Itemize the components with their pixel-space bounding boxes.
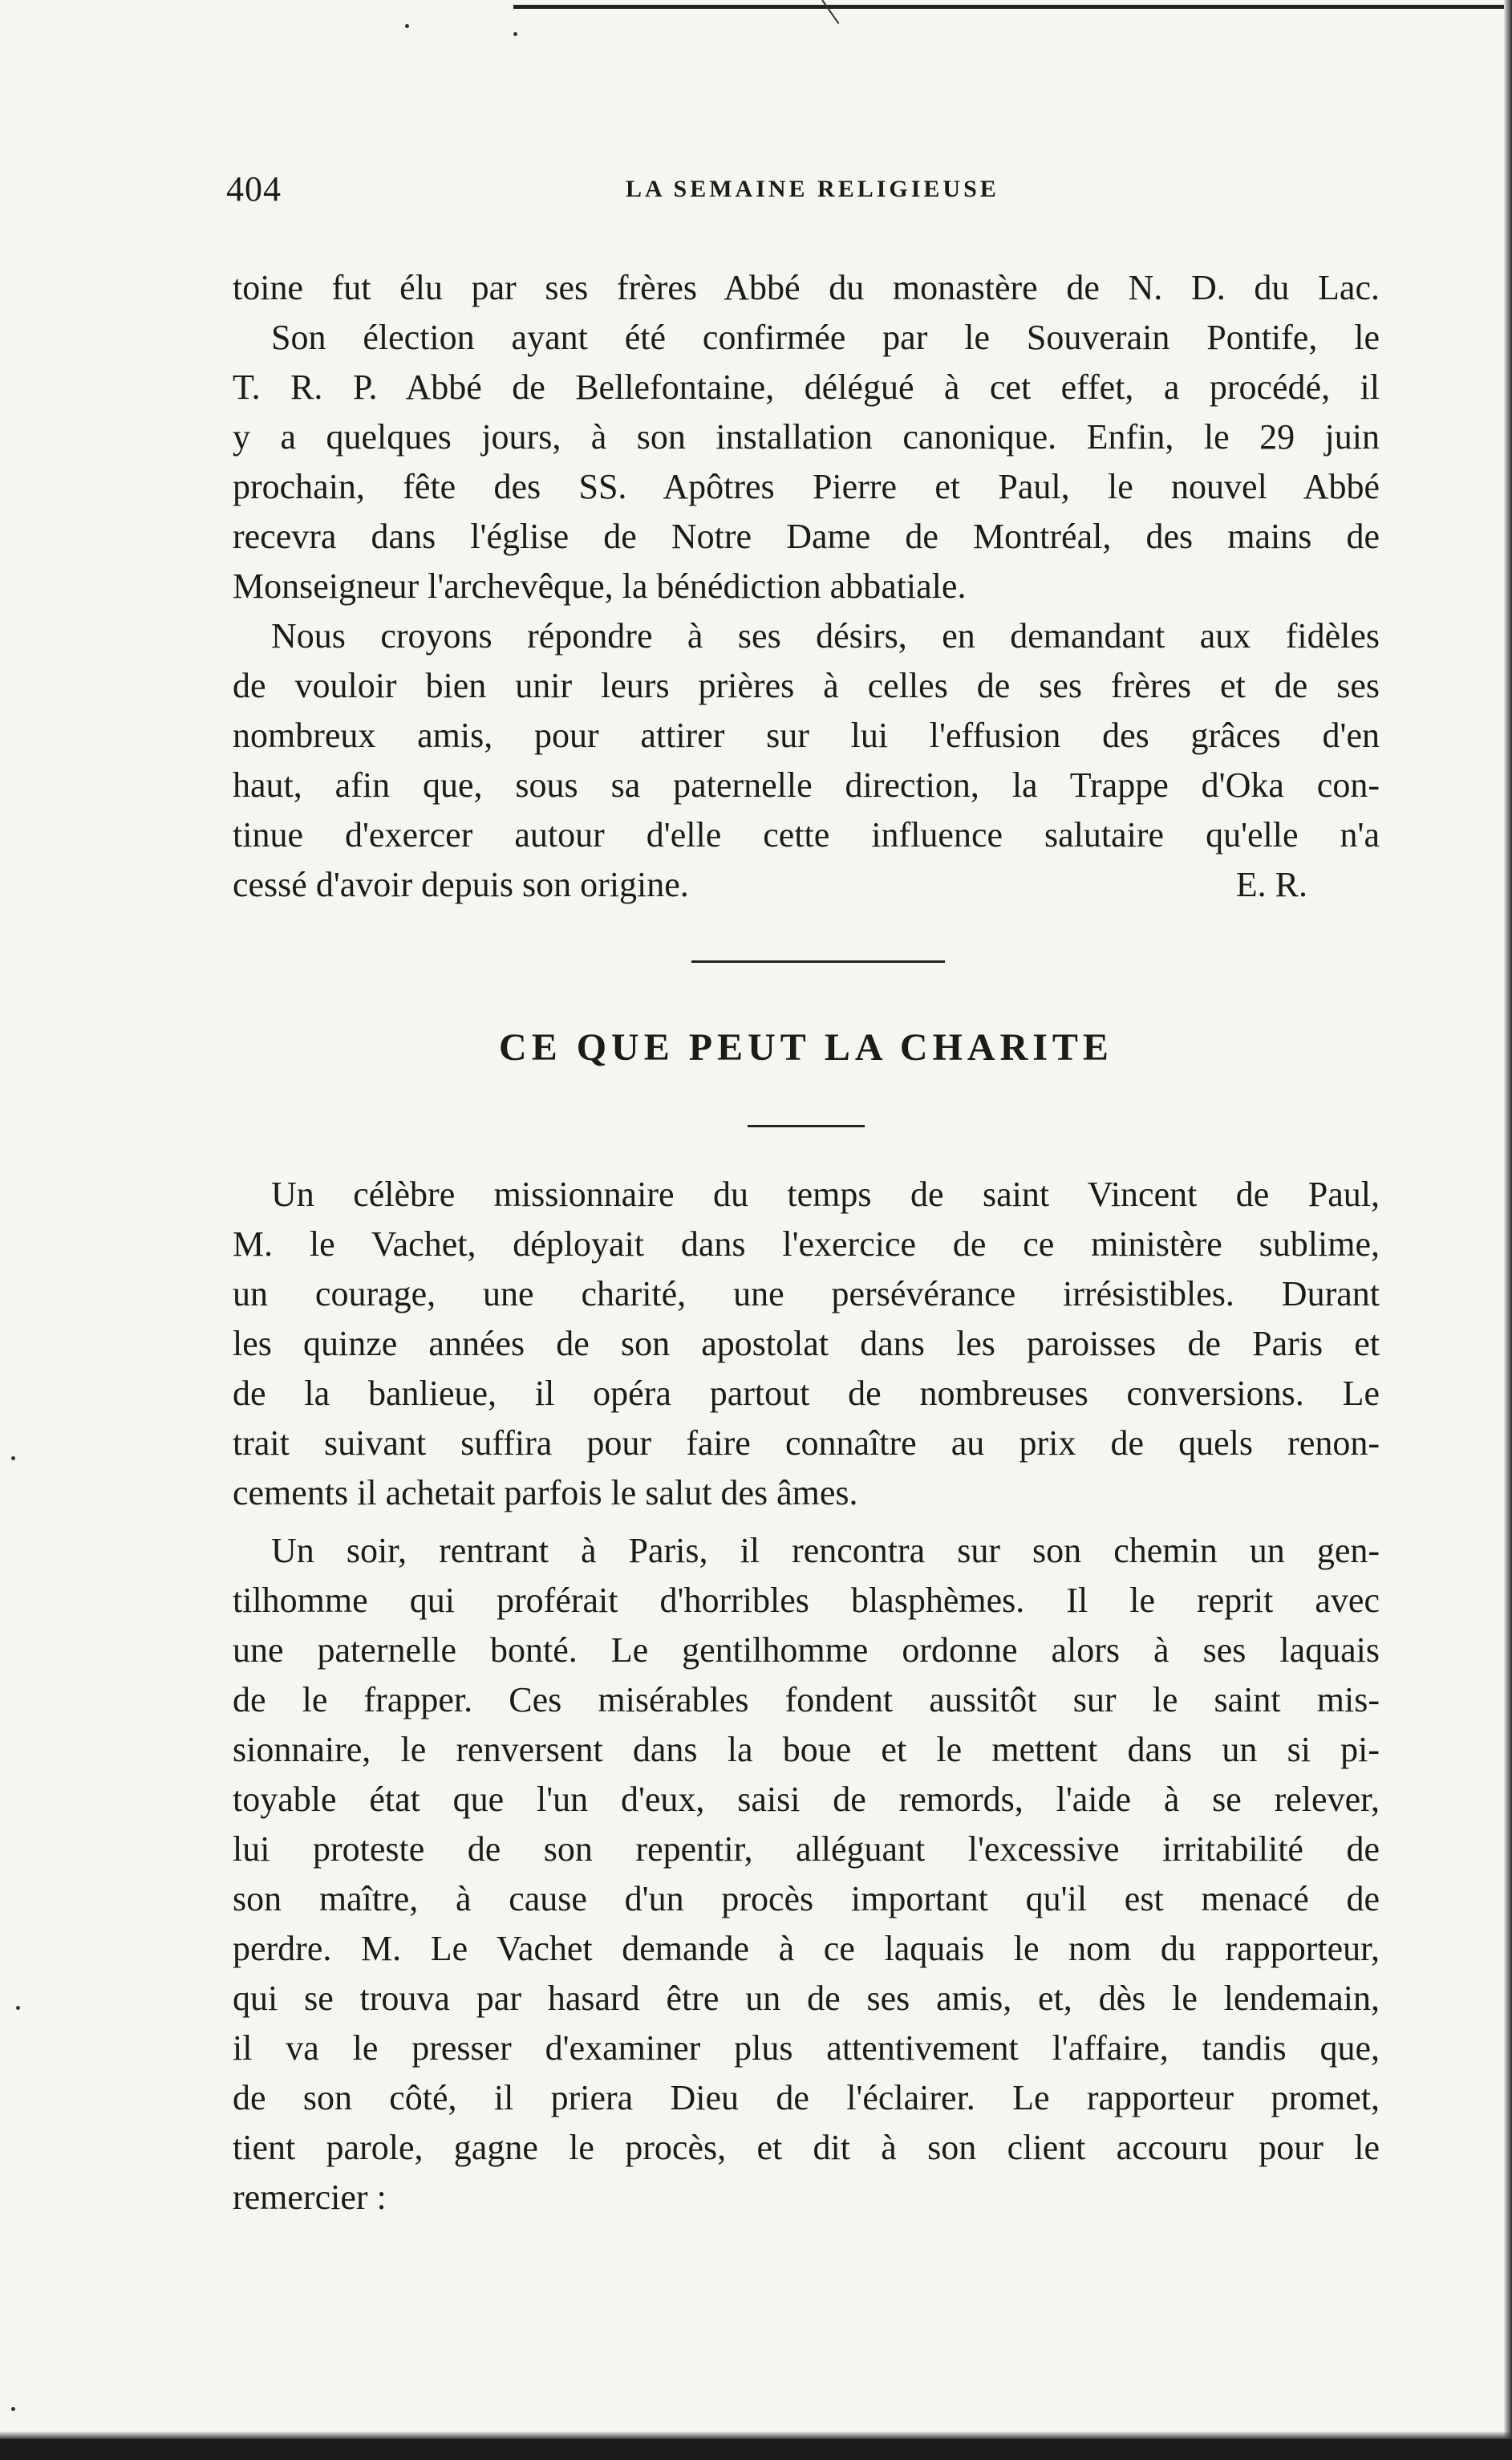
text-line: qui se trouva par hasard être un de ses amis, et, dès le lendemain, — [233, 1979, 1380, 2018]
text-line: tilhomme qui proférait d'horribles blasphèmes. Il le reprit avec — [233, 1581, 1380, 1620]
text-line: il va le presser d'examiner plus attentivement l'affaire, tandis que, — [233, 2028, 1380, 2068]
text-line: recevra dans l'église de Notre Dame de Montréal, des mains de — [233, 517, 1380, 556]
text-line: remercier : — [233, 2178, 387, 2217]
text-line: T. R. P. Abbé de Bellefontaine, délégué à cet effet, a procédé, il — [233, 367, 1380, 407]
article-title: CE QUE PEUT LA CHARITE — [499, 1026, 1113, 1069]
text-line: nombreux amis, pour attirer sur lui l'effusion des grâces d'en — [233, 716, 1380, 755]
page-header — [226, 168, 1381, 217]
section-divider-top — [691, 960, 945, 963]
scan-artifact-right-edge — [1504, 0, 1512, 2460]
text-line: toyable état que l'un d'eux, saisi de remords, l'aide à se relever, — [233, 1780, 1380, 1819]
text-line: Son élection ayant été confirmée par le Souverain Pontife, le — [271, 318, 1380, 357]
text-line: de la banlieue, il opéra partout de nombreuses conversions. Le — [233, 1374, 1380, 1413]
scan-speck — [513, 32, 517, 36]
text-line: une paternelle bonté. Le gentilhomme ordonne alors à ses laquais — [233, 1630, 1380, 1670]
text-line: prochain, fête des SS. Apôtres Pierre et Paul, le nouvel Abbé — [233, 467, 1380, 506]
scan-speck — [11, 2407, 15, 2411]
scan-artifact-tick — [821, 0, 839, 24]
text-line: Un soir, rentrant à Paris, il rencontra sur son chemin un gen- — [271, 1531, 1380, 1570]
scan-artifact-bottom-shadow — [0, 2431, 1512, 2439]
scan-speck — [16, 2006, 20, 2010]
text-line: lui proteste de son repentir, alléguant l'excessive irritabilité de — [233, 1829, 1380, 1869]
text-line: tient parole, gagne le procès, et dit à son client accouru pour le — [233, 2128, 1380, 2167]
text-line: un courage, une charité, une persévérance irrésistibles. Durant — [233, 1274, 1380, 1313]
text-line: perdre. M. Le Vachet demande à ce laquais le nom du rapporteur, — [233, 1929, 1380, 1968]
signature-line — [233, 860, 1380, 910]
text-line: Nous croyons répondre à ses désirs, en demandant aux fidèles — [271, 616, 1380, 656]
text-line: cements il achetait parfois le salut des âmes. — [233, 1473, 858, 1512]
text-line: tinue d'exercer autour d'elle cette influence salutaire qu'elle n'a — [233, 815, 1380, 855]
article-paragraph-1 — [233, 1170, 1380, 1518]
article-paragraph-2 — [233, 1526, 1380, 2223]
text-line: de le frapper. Ces misérables fondent aussitôt sur le saint mis- — [233, 1680, 1380, 1719]
scan-artifact-bottom-band — [0, 2439, 1512, 2460]
scan-artifact-top-line — [513, 5, 1512, 9]
text-line: haut, afin que, sous sa paternelle direction, la Trappe d'Oka con- — [233, 765, 1380, 805]
text-line: de son côté, il priera Dieu de l'éclairer. Le rapporteur promet, — [233, 2078, 1380, 2117]
text-line: sionnaire, le renversent dans la boue et le mettent dans un si pi- — [233, 1730, 1380, 1769]
text-line: Monseigneur l'archevêque, la bénédiction abbatiale. — [233, 566, 967, 606]
text-line: Un célèbre missionnaire du temps de saint Vincent de Paul, — [271, 1175, 1380, 1214]
text-line: M. le Vachet, déployait dans l'exercice de ce ministère sublime, — [233, 1224, 1380, 1264]
author-signature: E. R. — [1235, 865, 1307, 904]
second-paragraph — [233, 611, 1380, 910]
text-line: les quinze années de son apostolat dans les paroisses de Paris et — [233, 1324, 1380, 1363]
text-line: y a quelques jours, à son installation canonique. Enfin, le 29 juin — [233, 417, 1380, 457]
text-line: cessé d'avoir depuis son origine. — [233, 865, 689, 904]
scan-speck — [405, 24, 409, 28]
scan-speck — [11, 1456, 15, 1460]
intro-paragraph — [233, 263, 1380, 611]
page-number: 404 — [226, 169, 282, 209]
text-line: toine fut élu par ses frères Abbé du monastère de N. D. du Lac. — [233, 268, 1380, 307]
running-title: LA SEMAINE RELIGIEUSE — [626, 176, 999, 202]
text-line: trait suivant suffira pour faire connaître au prix de quels renon- — [233, 1423, 1380, 1463]
section-divider-bottom — [748, 1125, 865, 1127]
text-line: de vouloir bien unir leurs prières à celles de ses frères et de ses — [233, 666, 1380, 705]
text-line: son maître, à cause d'un procès important qu'il est menacé de — [233, 1879, 1380, 1918]
